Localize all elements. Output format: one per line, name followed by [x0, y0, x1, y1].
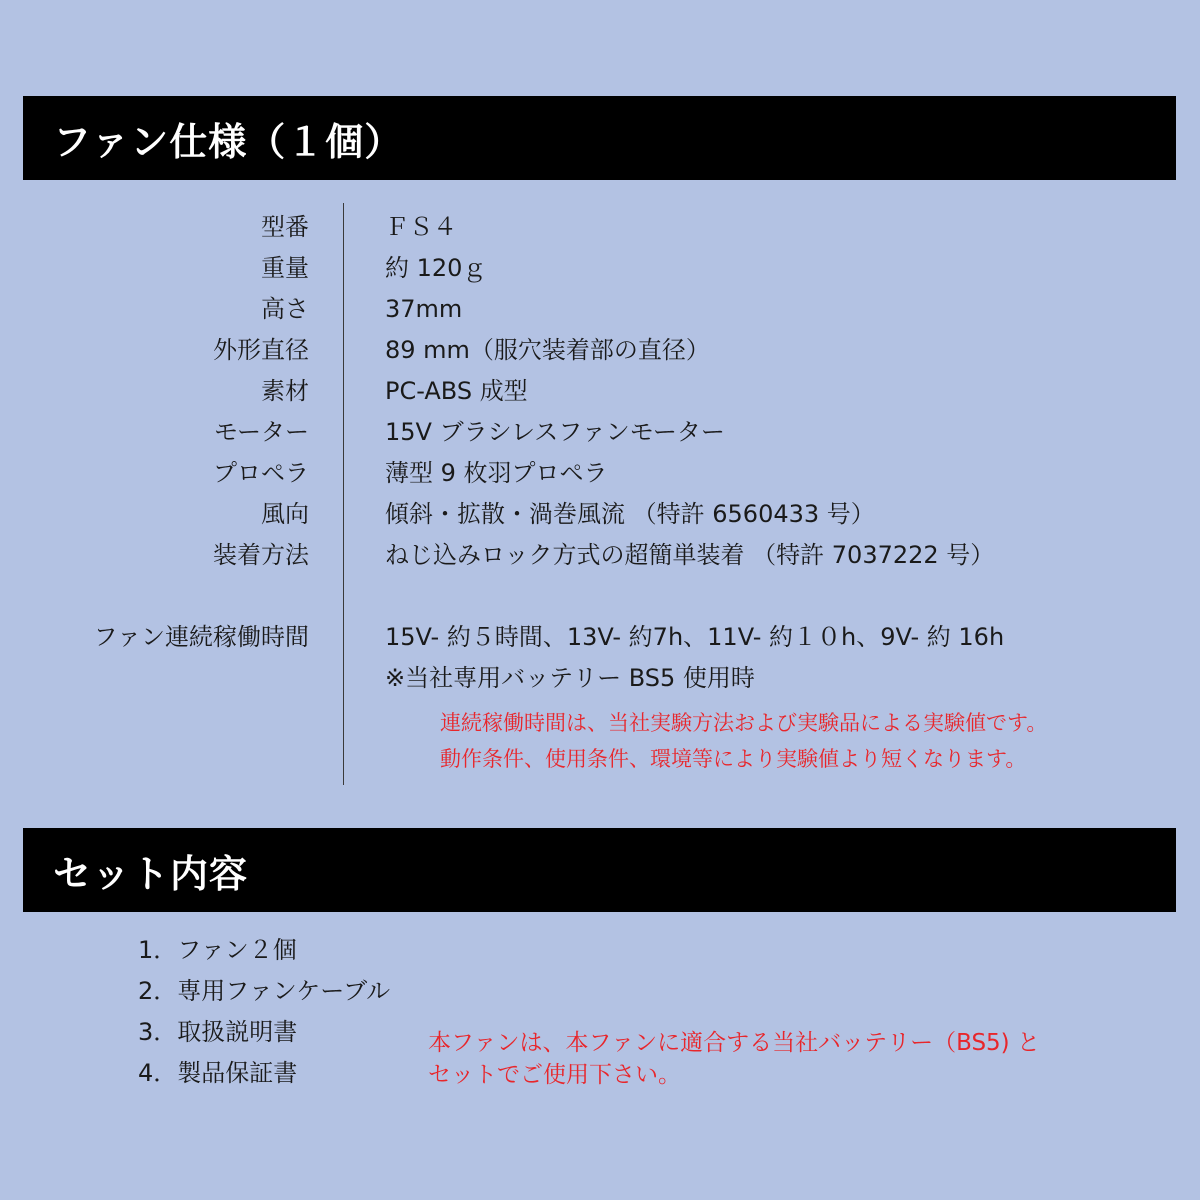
spec-value: 37mm [385, 295, 463, 323]
spec-label: 装着方法 [213, 541, 309, 569]
spec-label: 風向 [261, 500, 309, 528]
spec-row-model [0, 207, 1200, 248]
spec-row-motor [0, 412, 1200, 453]
warning-note: 動作条件、使用条件、環境等により実験値より短くなります。 [440, 747, 1027, 771]
spec-value: ＦＳ４ [385, 213, 457, 241]
spec-label: 型番 [261, 213, 309, 241]
spec-label: 素材 [261, 377, 309, 405]
spec-value: ねじ込みロック方式の超簡単装着 （特許 7037222 号） [385, 541, 995, 569]
set-item: 2．専用ファンケーブル [138, 977, 391, 1005]
spec-row-diameter [0, 330, 1200, 371]
spec-value: 89 mm（服穴装着部の直径） [385, 336, 710, 364]
spec-label: ファン連続稼働時間 [93, 623, 309, 651]
warning-note: 連続稼働時間は、当社実験方法および実験品による実験値です。 [440, 711, 1048, 735]
spec-section-title: ファン仕様（１個） [53, 119, 404, 164]
spec-value: 約 120ｇ [385, 254, 487, 282]
spec-label: プロペラ [213, 459, 309, 487]
set-section-title: セット内容 [53, 851, 249, 896]
spec-label: 重量 [261, 254, 309, 282]
spec-label: 高さ [261, 295, 309, 323]
spec-row-material [0, 371, 1200, 412]
set-item: 3．取扱説明書 [138, 1018, 298, 1046]
runtime-note: ※当社専用バッテリー BS5 使用時 [385, 664, 755, 692]
battery-note: セットでご使用下さい。 [428, 1062, 681, 1088]
battery-note: 本ファンは、本ファンに適合する当社バッテリー（BS5) と [428, 1030, 1040, 1056]
spec-row-mounting [0, 535, 1200, 576]
spec-value: 傾斜・拡散・渦巻風流 （特許 6560433 号） [385, 500, 875, 528]
set-section-header [23, 828, 1176, 912]
spec-value: 15V- 約５時間、13V- 約7h、11V- 約１０h、9V- 約 16h [385, 623, 1005, 651]
spec-label: モーター [213, 418, 309, 446]
spec-row-airflow [0, 494, 1200, 535]
spec-label: 外形直径 [213, 336, 309, 364]
spec-value: 15V ブラシレスファンモーター [385, 418, 725, 446]
spec-value: 薄型 9 枚羽プロペラ [385, 459, 608, 487]
set-item: 1．ファン２個 [138, 936, 297, 964]
spec-row-propeller [0, 453, 1200, 494]
spec-section-header [23, 96, 1176, 180]
spec-row-height [0, 289, 1200, 330]
set-item: 4．製品保証書 [138, 1059, 298, 1087]
spec-row-weight [0, 248, 1200, 289]
spec-row-runtime-note [0, 658, 1200, 699]
spec-value: PC-ABS 成型 [385, 377, 528, 405]
spec-row-runtime [0, 617, 1200, 658]
